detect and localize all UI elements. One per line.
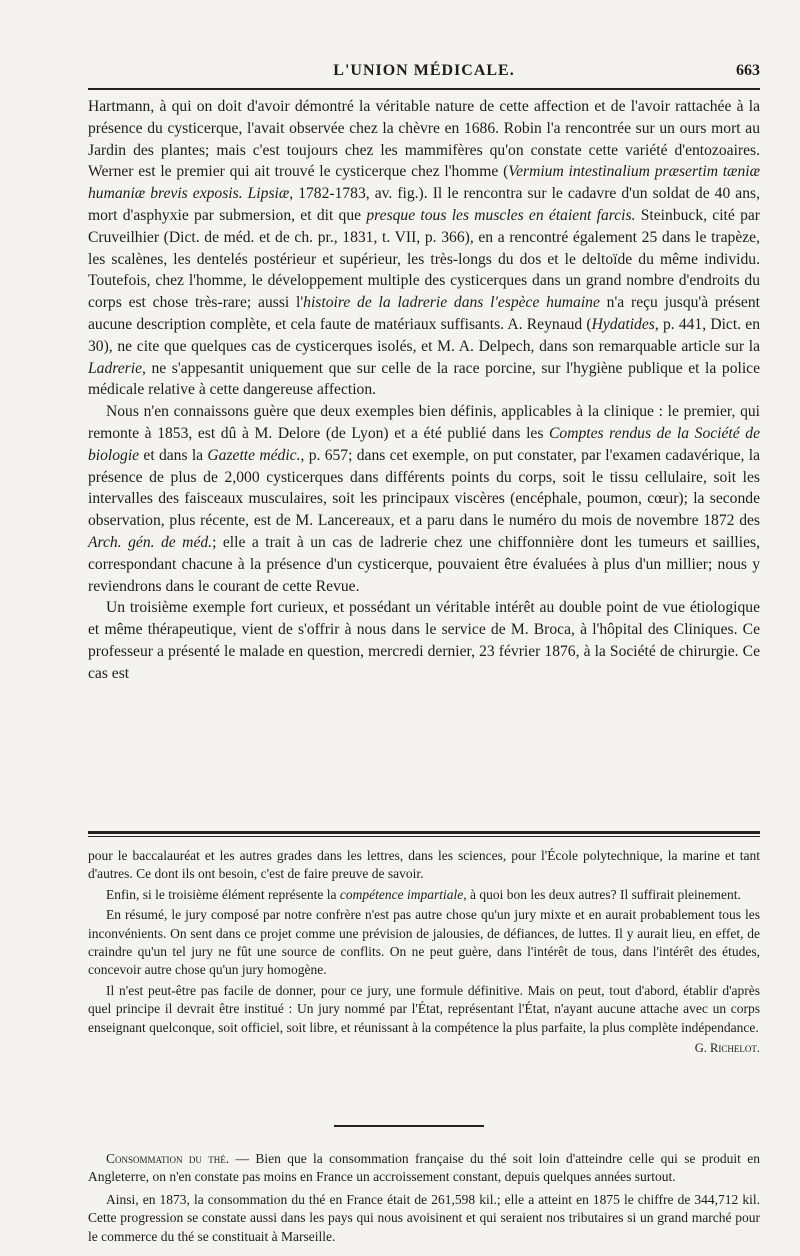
section-divider-thick [88,831,760,834]
feuilleton-paragraph-2 [88,886,760,904]
main-article [88,96,760,685]
article-paragraph-2 [88,401,760,597]
page-header [88,58,760,86]
text-run: , 1782-1783, av. fig.). Il le rencontra sur le cadavre d'un soldat de 40 ans, mort d'asphyxie par submersion, et dit que [88,185,760,224]
italic-term: compétence impartiale [339,886,464,902]
latin-citation: Vermium intestinalium præsertim tæniæ humaniæ brevis exposis. Lipsiæ [88,163,760,203]
news-paragraph-1 [88,1150,760,1187]
italic-quote: presque tous les muscles en étaient farcis. [366,206,636,224]
text-run: — Bien que la consommation française du thé soit loin d'atteindre celle qui se produit en Angleterre, on n'en constate pas moins en France un accroissement constant, depuis quelques années surtout. [88,1151,760,1185]
italic-title: histoire de la ladrerie dans l'espèce humaine [303,294,600,312]
journal-page [88,58,761,1244]
news-paragraph-2: Ainsi, en 1873, la consommation du thé en France était de 261,598 kil.; elle a atteint en 1875 le chiffre de 344,712 kil. Cette progression se constate aussi dans les pays qui nous avoisinent et qui seraient nos tributaires si un grand marché pour le commerce du thé se constituait à Marseille. [88,1191,760,1244]
text-run: et dans la [139,446,208,464]
section-divider-thin [88,836,760,837]
italic-title: Comptes rendus de la Société de biologie [88,424,760,464]
italic-title: Arch. gén. de méd. [88,533,213,551]
running-title: L'UNION MÉDICALE. [333,62,515,79]
text-run: , p. 441, Dict. en 30), ne cite que quelques cas de cysticerques isolés, et M. A. Delpech, dans son remarquable article sur la [88,315,760,355]
text-run: , à quoi bon les deux autres? Il suffirait pleinement. [463,886,741,902]
header-rule [88,88,760,90]
feuilleton-paragraph-1: pour le baccalauréat et les autres grades dans les lettres, dans les sciences, pour l'École polytechnique, la marine et tant d'autres. Ce dont ils ont besoin, c'est de faire preuve de savoir. [88,848,760,882]
text-run: ; elle a trait à un cas de ladrerie chez une chiffonnière dont les tumeurs et saillies, correspondant chacune à la présence d'un cysticerque, pouvaient être évaluées à plus d'un millier; nous y reviendrons dans le courant de cette Revue. [88,533,760,595]
italic-title: Hydatides [591,315,655,333]
italic-title: Ladrerie [88,359,142,377]
short-divider [334,1125,484,1127]
article-paragraph-1 [88,96,760,401]
feuilleton-paragraph-4: Il n'est peut-être pas facile de donner, pour ce jury, une formule définitive. Mais on peut, tout d'abord, établir d'après quel principe il devrait être institué : Un jury nommé par l'État, représentant l'État, n'ayant aucune attache avec un corps enseignant quelconque, soit officiel, soit libre, et réunissant à la compétence la plus parfaite, la plus complète indépendance. [88,982,760,1035]
feuilleton [88,847,760,1057]
author-signature: G. Richelot. [694,1041,760,1056]
text-run: Nous n'en connaissons guère que deux exemples bien définis, applicables à la clinique : le premier, qui remonte à 1853, est dû à M. Delore (de Lyon) et a été publié dans les [88,403,760,442]
text-run: n'a reçu jusqu'à présent aucune description complète, et cela faute de matériaux suffisants. A. Reynaud ( [88,294,760,333]
page-number: 663 [736,62,760,79]
text-run: , p. 657; dans cet exemple, on put constater, par l'examen cadavérique, la présence de plus de 2,000 cysticerques dans différents points du corps, soit le tissu cellulaire, soit les intervalles des faisceaux musculaires, soit les principaux viscères (encéphale, poumon, cœur); la seconde observation, plus récente, est de M. Lancereaux, et a paru dans le numéro du mois de novembre 1872 des [88,446,761,530]
feuilleton-paragraph-3: En résumé, le jury composé par notre confrère n'est pas autre chose qu'un jury mixte et en aurait probablement tous les inconvénients. On sent dans ce projet comme une prévision de jalousies, de défiances, de luttes. Il y aurait lieu, en effet, de craindre qu'un tel jury ne fût une source de conflits. On ne peut guère, dans l'intérêt de tous, dans l'intérêt des études, concevoir autre chose qu'un jury homogène. [88,907,760,978]
text-run: Enfin, si le troisième élément représente la [106,886,340,902]
text-run: Steinbuck, cité par Cruveilhier (Dict. de méd. et de ch. pr., 1831, t. VII, p. 366), en a rencontré également 25 dans le trapèze, les scalènes, les dentelés postérieur et supérieur, les très-longs du dos et le deltoïde du même individu. Toutefois, chez l'homme, le développement multiple des cysticerques dans un grand nombre d'endroits du corps est chose très-rare; aussi l' [88,206,760,312]
news-heading: Consommation du thé. [106,1151,230,1166]
article-paragraph-3: Un troisième exemple fort curieux, et possédant un véritable intérêt au double point de vue étiologique et même thérapeutique, vient de s'offrir à nous dans le service de M. Broca, à l'hôpital des Cliniques. Ce professeur a présenté le malade en question, mercredi dernier, 23 février 1876, à la Société de chirurgie. Ce cas est [88,599,760,682]
text-run: Hartmann, à qui on doit d'avoir démontré la véritable nature de cette affection et de l'avoir rattachée à la présence du cysticerque, l'avait observée chez la chèvre en 1686. Robin l'a rencontrée sur un ours mort au Jardin des plantes; mais c'est toujours chez les mammifères qu'on constate cette variété d'entozoaires. Werner est le premier qui ait trouvé le cysticerque chez l'homme ( [88,98,760,181]
text-run: , ne s'appesantit uniquement que sur celle de la race porcine, sur l'hygiène publique et la police médicale relative à cette dangereuse affection. [88,359,760,399]
news-items [88,1150,760,1250]
italic-title: Gazette médic. [207,446,301,464]
